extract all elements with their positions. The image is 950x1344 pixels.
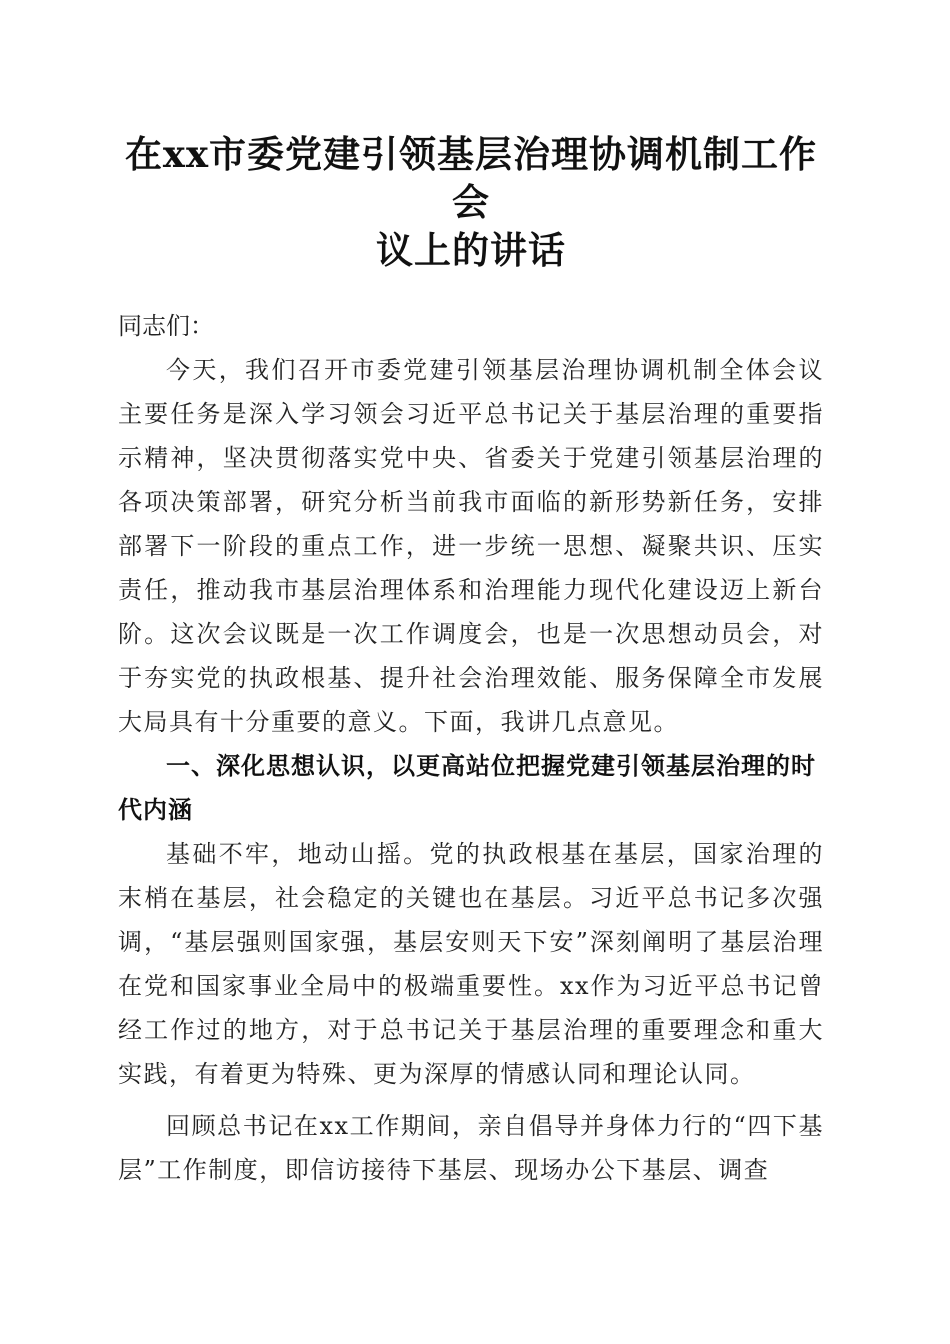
section-heading-1: 一、深化思想认识，以更高站位把握党建引领基层治理的时代内涵 — [118, 752, 816, 824]
paragraph-review: 回顾总书记在xx工作期间，亲自倡导并身体力行的“四下基层”工作制度，即信访接待下基层、现场办公下基层、调查 — [118, 1112, 824, 1184]
paragraph-intro: 今天，我们召开市委党建引领基层治理协调机制全体会议主要任务是深入学习领会习近平总书记关于基层治理的重要指示精神，坚决贯彻落实党中央、省委关于党建引领基层治理的各项决策部署，研究分析当前我市面临的新形势新任务，安排部署下一阶段的重点工作，进一步统一思想、凝聚共识、压实责任，推动我市基层治理体系和治理能力现代化建设迈上新台阶。这次会议既是一次工作调度会，也是一次思想动员会，对于夯实党的执政根基、提升社会治理效能、服务保障全市发展大局具有十分重要的意义。下面，我讲几点意见。 — [118, 356, 824, 736]
document-page — [118, 130, 824, 1192]
salutation: 同志们： — [118, 312, 214, 340]
paragraph-gap — [118, 1096, 824, 1104]
paragraph-foundation: 基础不牢，地动山摇。党的执政根基在基层，国家治理的末梢在基层，社会稳定的关键也在基层。习近平总书记多次强调，“基层强则国家强，基层安则天下安”深刻阐明了基层治理在党和国家事业全局中的极端重要性。xx作为习近平总书记曾经工作过的地方，对于总书记关于基层治理的重要理念和重大实践，有着更为特殊、更为深厚的情感认同和理论认同。 — [118, 840, 824, 1088]
title-line-1: 在xx市委党建引领基层治理协调机制工作会 — [124, 132, 818, 224]
title-line-2: 议上的讲话 — [376, 228, 566, 272]
document-title — [118, 130, 824, 274]
